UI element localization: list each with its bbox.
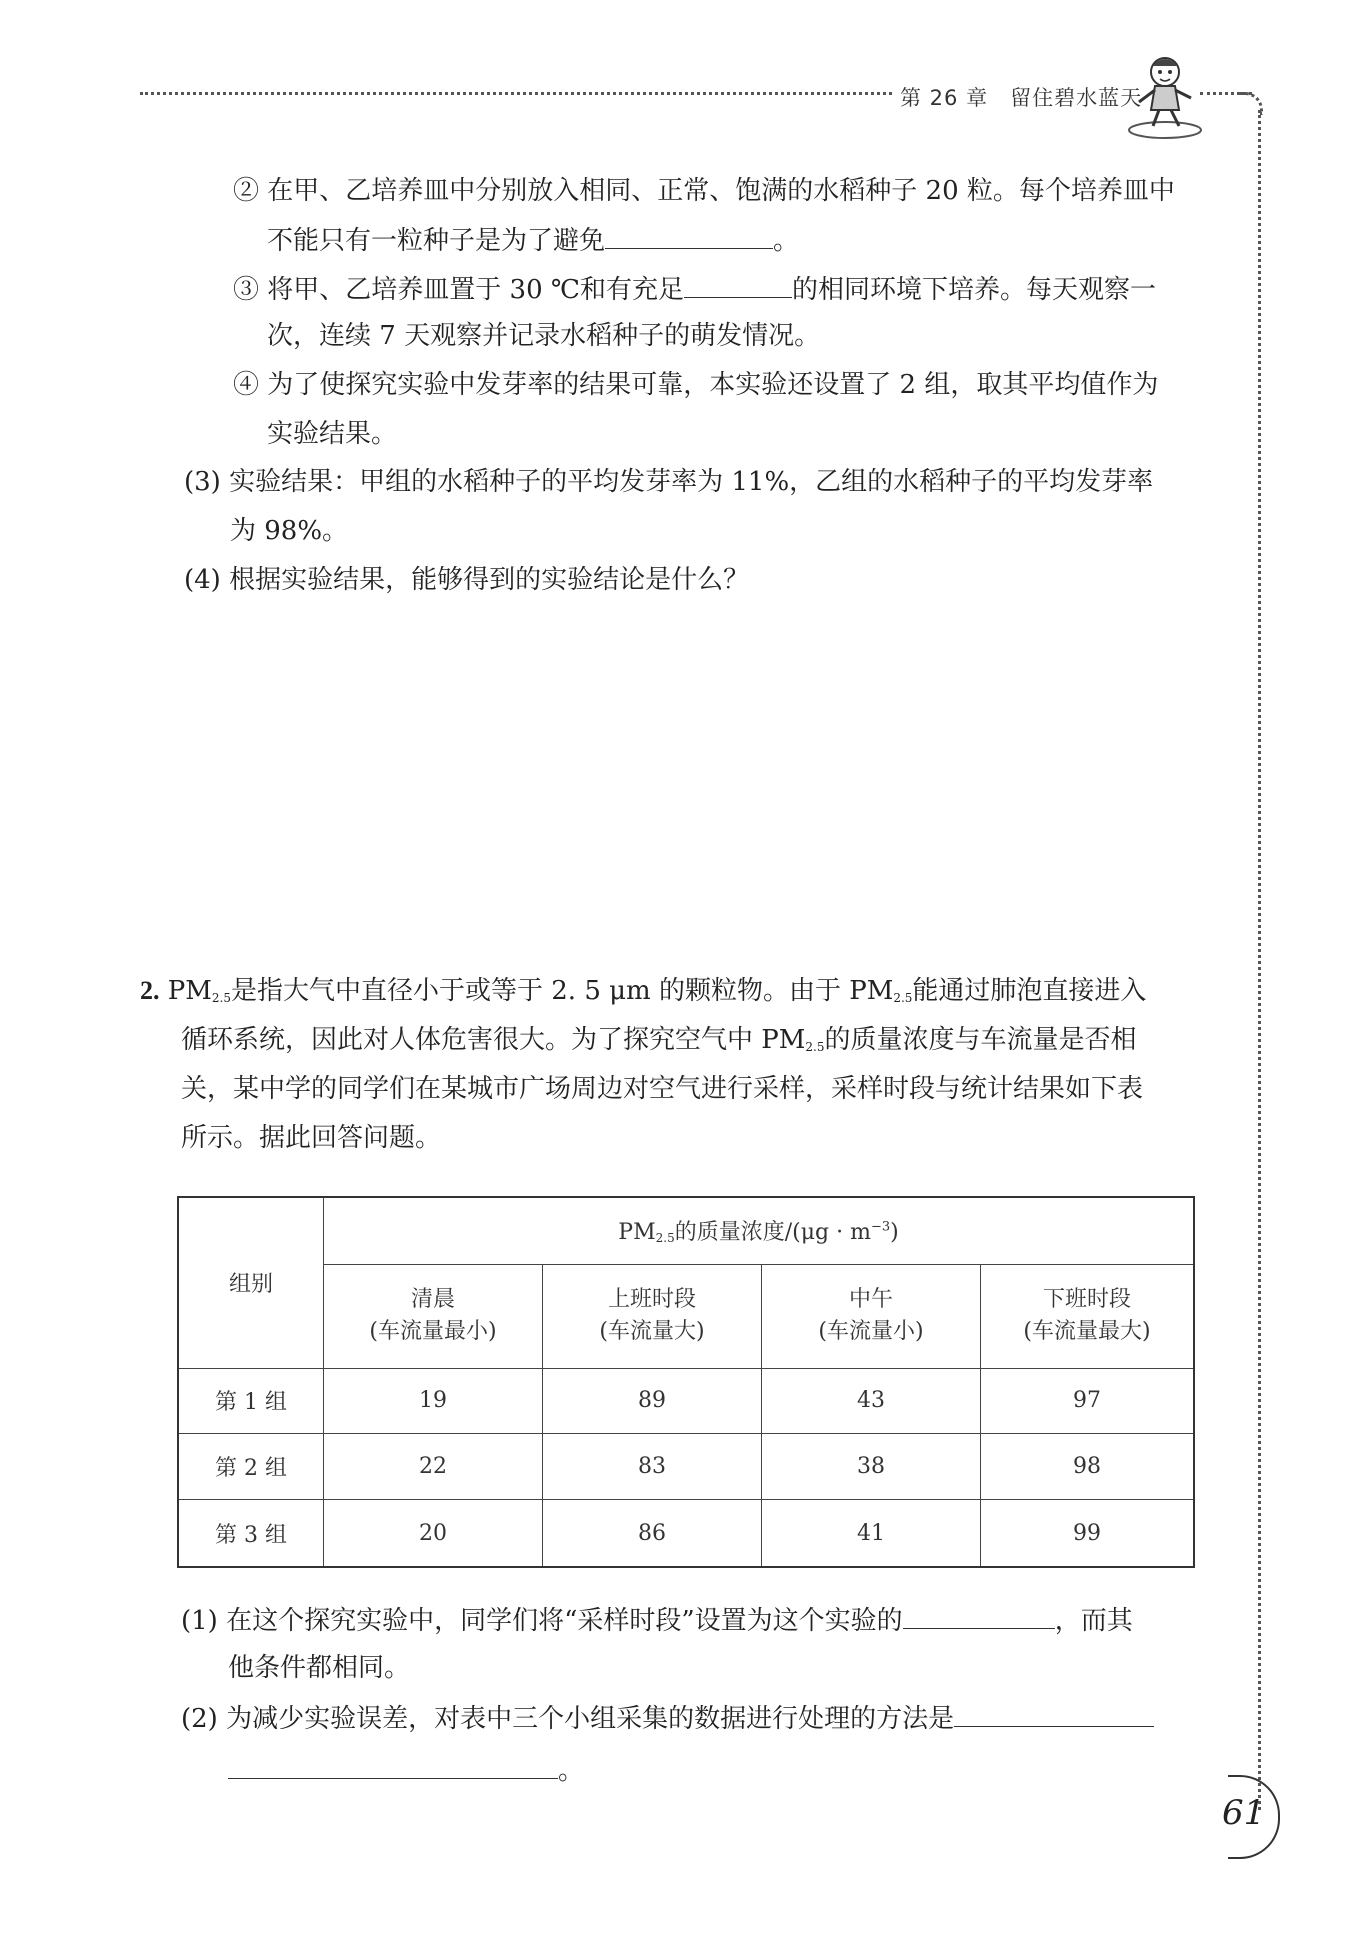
answer-blank[interactable] (605, 222, 773, 249)
table-cell: 89 (543, 1368, 762, 1434)
table-cell: 83 (543, 1434, 762, 1500)
table-cell: 38 (762, 1434, 981, 1500)
q2-subscript: 2.5 (805, 1040, 825, 1054)
q1-step3-text-end: 的相同环境下培养。每天观察一 (791, 275, 1156, 305)
column-note: (车流量最小) (369, 1319, 497, 1344)
header-text: PM (618, 1220, 656, 1246)
q2-part2-line2 (228, 1752, 584, 1788)
q2-text: 是指大气中直径小于或等于 2. 5 μm 的颗粒物。由于 PM (230, 976, 894, 1006)
table-cell: 97 (981, 1368, 1195, 1434)
q2-number: 2. (140, 976, 160, 1005)
q1-part3-line2: 为 98%。 (230, 516, 349, 546)
table-cell: 20 (324, 1500, 543, 1567)
chapter-title: 留住碧水蓝天 (1010, 86, 1143, 110)
q1-step3-line2: 次，连续 7 天观察并记录水稻种子的萌发情况。 (267, 321, 821, 351)
answer-blank[interactable] (684, 271, 792, 298)
table-cell: 43 (762, 1368, 981, 1434)
q2-subscript: 2.5 (893, 991, 913, 1005)
table-cell: 41 (762, 1500, 981, 1567)
table-cell: 98 (981, 1434, 1195, 1500)
concentration-header (324, 1197, 1195, 1264)
table-row (178, 1434, 1194, 1500)
answer-blank[interactable] (954, 1700, 1154, 1727)
column-note: (车流量大) (599, 1319, 705, 1344)
q1-part3-line1: (3) 实验结果：甲组的水稻种子的平均发芽率为 11%，乙组的水稻种子的平均发芽率 (184, 467, 1154, 497)
q1-step2-end: 。 (773, 226, 800, 256)
side-dotted-rule (1258, 110, 1261, 1810)
q1-part4: (4) 根据实验结果，能够得到的实验结论是什么？ (184, 565, 750, 595)
mascot-icon (1125, 50, 1205, 140)
q2-line3: 关，某中学的同学们在某城市广场周边对空气进行采样，采样时段与统计结果如下表 (181, 1074, 1144, 1104)
row-group: 第 1 组 (178, 1368, 324, 1434)
column-header (324, 1264, 543, 1368)
q1-step4-line2: 实验结果。 (267, 419, 398, 449)
table-cell: 19 (324, 1368, 543, 1434)
q2-part2-line1 (181, 1700, 1154, 1736)
page-number: 61 (1222, 1793, 1266, 1833)
q1-step3-line1 (233, 271, 1156, 307)
column-note: (车流量最大) (1023, 1319, 1151, 1344)
header-superscript: −3 (870, 1219, 891, 1235)
table-cell: 22 (324, 1434, 543, 1500)
q1-step2-line1: ② 在甲、乙培养皿中分别放入相同、正常、饱满的水稻种子 20 粒。每个培养皿中 (233, 176, 1175, 206)
q2-subscript: 2.5 (211, 991, 231, 1005)
q2-line4: 所示。据此回答问题。 (181, 1123, 442, 1153)
q2-part1-line2: 他条件都相同。 (228, 1653, 411, 1683)
table-cell: 86 (543, 1500, 762, 1567)
column-note: (车流量小) (818, 1319, 924, 1344)
q2-line2 (181, 1023, 1137, 1064)
pm25-data-table (177, 1196, 1195, 1568)
q1-step4-line1: ④ 为了使探究实验中发芽率的结果可靠，本实验还设置了 2 组，取其平均值作为 (233, 370, 1159, 400)
answer-blank[interactable] (228, 1752, 558, 1779)
column-name: 上班时段 (607, 1287, 696, 1312)
column-header (762, 1264, 981, 1368)
group-header: 组别 (178, 1197, 324, 1368)
q2-line1 (140, 974, 1146, 1015)
column-name: 下班时段 (1042, 1287, 1131, 1312)
q2-text: PM (167, 976, 212, 1006)
table-row (178, 1500, 1194, 1567)
q1-step2-text: 不能只有一粒种子是为了避免 (267, 226, 606, 256)
q2-part2-end: 。 (558, 1756, 585, 1786)
header-dotted-rule (140, 92, 892, 95)
column-name: 清晨 (410, 1287, 455, 1312)
q2-text: 能通过肺泡直接进入 (912, 976, 1147, 1006)
q1-step2-line2 (267, 222, 799, 258)
q2-part1-line1 (181, 1602, 1133, 1638)
answer-blank[interactable] (903, 1602, 1055, 1629)
q2-text: 的质量浓度与车流量是否相 (824, 1025, 1137, 1055)
q2-part2-text: (2) 为减少实验误差，对表中三个小组采集的数据进行处理的方法是 (181, 1704, 955, 1734)
column-header (981, 1264, 1195, 1368)
header-text: 的质量浓度/(μg · m (674, 1220, 871, 1246)
q1-step3-text: ③ 将甲、乙培养皿置于 30 ℃和有充足 (233, 275, 684, 305)
header-subscript: 2.5 (655, 1231, 675, 1246)
column-name: 中午 (848, 1287, 893, 1312)
q2-part1-text-end: ，而其 (1054, 1606, 1133, 1636)
table-row (178, 1368, 1194, 1434)
column-header (543, 1264, 762, 1368)
header-text: ) (890, 1220, 899, 1246)
q2-text: 循环系统，因此对人体危害很大。为了探究空气中 PM (181, 1025, 806, 1055)
table-cell: 99 (981, 1500, 1195, 1567)
chapter-label: 第 26 章 (900, 86, 989, 110)
row-group: 第 2 组 (178, 1434, 324, 1500)
row-group: 第 3 组 (178, 1500, 324, 1567)
q2-part1-text: (1) 在这个探究实验中，同学们将“采样时段”设置为这个实验的 (181, 1606, 903, 1636)
